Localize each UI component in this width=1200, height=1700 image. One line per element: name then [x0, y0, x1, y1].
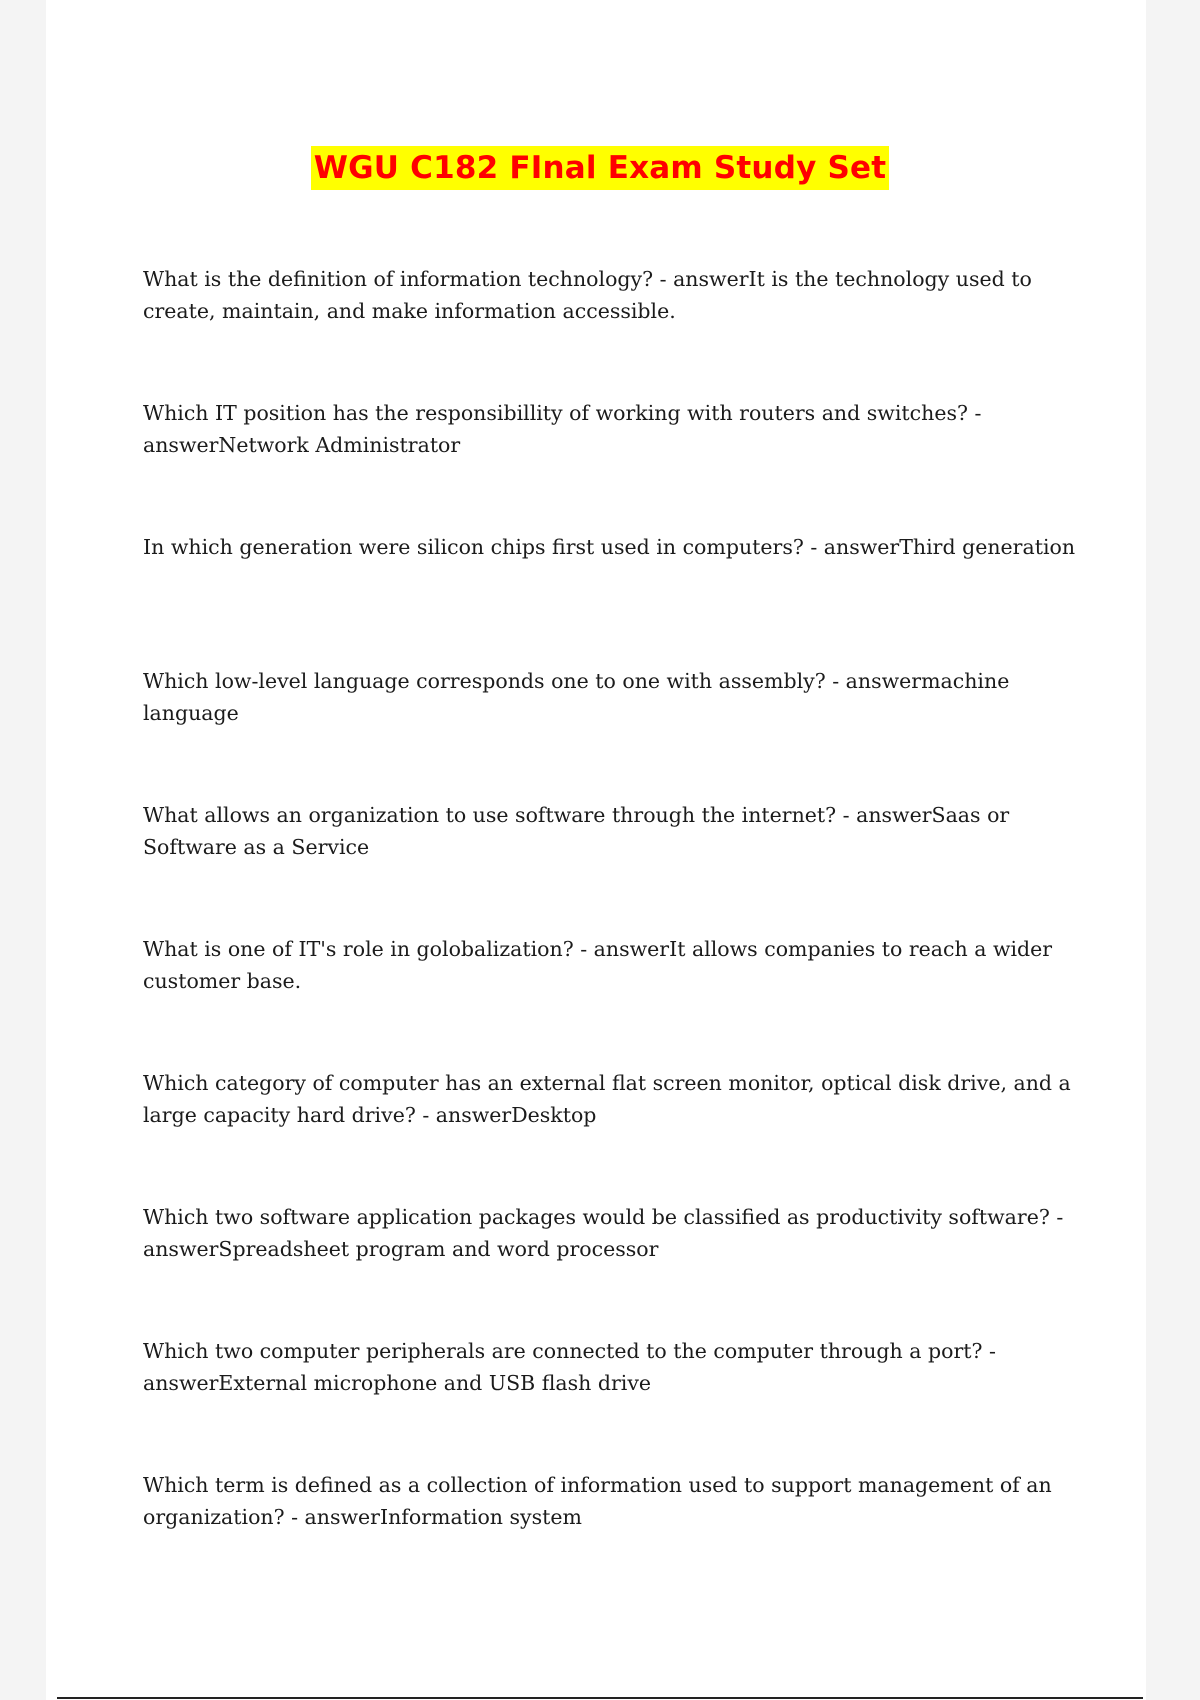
qa-item: What is one of IT's role in golobalization? - answerIt allows companies to reach a wider customer base. — [143, 937, 1053, 993]
qa-item: What is the definition of information technology? - answerIt is the technology used to create, maintain, and make information accessible. — [143, 267, 1032, 323]
qa-item: What allows an organization to use software through the internet? - answerSaas or Software as a Service — [143, 803, 1010, 859]
title-container — [0, 146, 1200, 190]
qa-item: Which category of computer has an external flat screen monitor, optical disk drive, and a large capacity hard drive? - answerDesktop — [143, 1071, 1071, 1127]
qa-item: In which generation were silicon chips first used in computers? - answerThird generation — [143, 535, 1076, 559]
qa-item: Which two software application packages would be classified as productivity software? - answerSpreadsheet program and word processor — [143, 1205, 1064, 1261]
qa-item: Which term is defined as a collection of information used to support management of an organization? - answerInformation system — [143, 1473, 1052, 1529]
document-title: WGU C182 FInal Exam Study Set — [311, 146, 890, 190]
qa-item: Which IT position has the responsibillity of working with routers and switches? - answerNetwork Administrator — [143, 401, 982, 457]
qa-list — [143, 263, 1098, 1603]
qa-item: Which low-level language corresponds one to one with assembly? - answermachine language — [143, 669, 1010, 725]
footer-divider — [57, 1697, 1143, 1699]
qa-item: Which two computer peripherals are connected to the computer through a port? - answerExternal microphone and USB flash drive — [143, 1339, 996, 1395]
